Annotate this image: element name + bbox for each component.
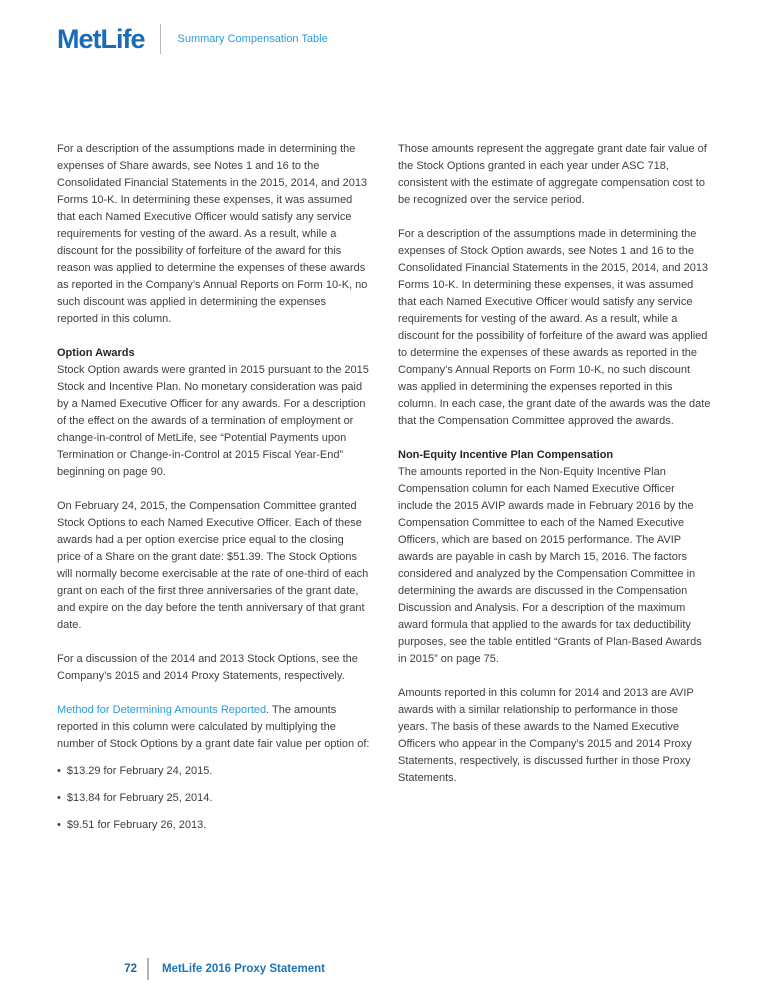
bullet-list (57, 763, 370, 834)
footer-document-title: MetLife 2016 Proxy Statement (162, 963, 325, 975)
header-section-title: Summary Compensation Table (177, 33, 328, 45)
section-heading-option-awards: Option Awards (57, 347, 135, 359)
paragraph: For a description of the assumptions made in determining the expenses of Share awards, see Notes 1 and 16 to the Consolidated Financial Statements in the 2015, 2014, and 2013 Forms 10-K. In determining these expenses, it was assumed that each Named Executive Officer would satisfy any service requirements for vesting of the award. As a result, while a discount for the possibility of forfeiture of the award for this reason was applied to determine the expenses of these awards as reported in the Company’s Annual Reports on Form 10-K, no such discount was applied in determining the expenses reported in this column. (57, 143, 368, 325)
paragraph: On February 24, 2015, the Compensation Committee granted Stock Options to each Named Executive Officer. Each of these awards had a per option exercise price equal to the closing price of a Share on the grant date: $51.39. The Stock Options will normally become exercisable at the rate of one-third of each grant on each of the first three anniversaries of the grant date, and expire on the day before the tenth anniversary of that grant date. (57, 500, 369, 631)
page-footer (57, 957, 325, 981)
list-item (57, 790, 370, 807)
bullet-icon: • (57, 765, 61, 777)
bullet-icon: • (57, 819, 61, 831)
paragraph: Amounts reported in this column for 2014 and 2013 are AVIP awards with a similar relationship to performance in those years. The basis of these awards to the Named Executive Officers who appear in the Company’s 2015 and 2014 Proxy Statements, respectively, is discussed further in those Proxy Statements. (398, 687, 694, 784)
footer-divider (147, 958, 149, 980)
paragraph-text: . The amounts reported in this column were calculated by multiplying the number of Stock Options by a grant date fair value per option of: (57, 704, 370, 750)
list-item-text: $13.84 for February 25, 2014. (66, 792, 213, 804)
column-right (398, 141, 711, 834)
header-divider (160, 24, 161, 54)
section-heading-non-equity: Non-Equity Incentive Plan Compensation (398, 449, 614, 461)
runin-heading-method: Method for Determining Amounts Reported (57, 704, 267, 716)
list-item (57, 763, 370, 780)
paragraph: For a discussion of the 2014 and 2013 Stock Options, see the Company’s 2015 and 2014 Proxy Statements, respectively. (57, 653, 358, 682)
page-number: 72 (124, 963, 137, 975)
body-columns (57, 141, 711, 834)
column-left (57, 141, 370, 834)
paragraph: Stock Option awards were granted in 2015 pursuant to the 2015 Stock and Incentive Plan. No monetary consideration was paid by a Named Executive Officer for any awards. For a description of the effect on the awards of a termination of employment or change-in-control of MetLife, see “Potential Payments upon Termination or Change-in-Control at 2015 Fiscal Year-End” beginning on page 90. (57, 364, 369, 478)
metlife-logo: MetLife (57, 23, 145, 54)
paragraph: The amounts reported in the Non-Equity Incentive Plan Compensation column for each Named Executive Officer include the 2015 AVIP awards made in February 2016 by the Compensation Committee to each of the Named Executive Officers, which are based on 2015 performance. The AVIP awards are payable in cash by March 15, 2016. The factors considered and analyzed by the Compensation Committee in determining the awards are discussed in the Compensation Discussion and Analysis. For a description of the maximum award formula that applied to the awards for tax deductibility purposes, see the table entitled “Grants of Plan-Based Awards in 2015” on page 75. (398, 466, 702, 665)
paragraph: For a description of the assumptions made in determining the expenses of Stock Option awards, see Notes 1 and 16 to the Consolidated Financial Statements in the 2015, 2014, and 2013 Forms 10-K. In determining these expenses, it was assumed that each Named Executive Officer would satisfy any service requirements for vesting of the award. As a result, while a discount for the possibility of forfeiture of the award was applied to determine the expenses of these awards as reported in the Company’s Annual Reports on Form 10-K, no such discount was applied in determining the expenses reported in this column. In each case, the grant date of the awards was the date that the Compensation Committee approved the awards. (398, 228, 711, 427)
list-item-text: $13.29 for February 24, 2015. (66, 765, 213, 777)
page-header (57, 22, 711, 56)
paragraph: Those amounts represent the aggregate grant date fair value of the Stock Options granted in each year under ASC 718, consistent with the estimate of aggregate compensation cost to be recognized over the service period. (398, 143, 707, 206)
list-item-text: $9.51 for February 26, 2013. (66, 819, 207, 831)
bullet-icon: • (57, 792, 61, 804)
list-item (57, 817, 370, 834)
paragraph (57, 702, 370, 753)
